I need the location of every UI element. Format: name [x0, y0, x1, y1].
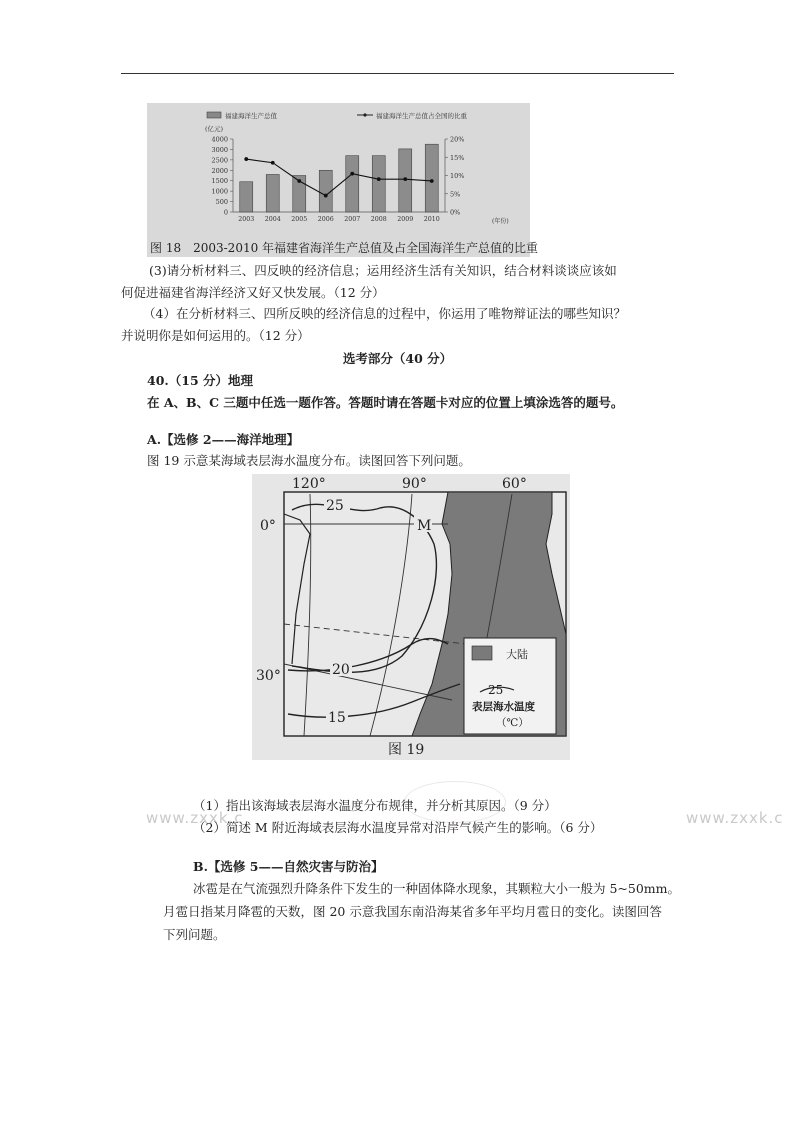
section-title: 选考部分（40 分）	[342, 351, 453, 366]
bar	[240, 182, 253, 212]
left-tick-label: 1500	[211, 177, 228, 186]
lat-label-30: 30°	[256, 668, 281, 684]
point-m-label: M	[417, 518, 432, 534]
legend-bar-label: 福建海洋生产总值	[225, 112, 277, 120]
share-point	[324, 194, 328, 198]
fig18-caption: 图 18 2003-2010 年福建省海洋生产总值及占全国海洋生产总值的比重	[150, 241, 539, 255]
partB-line3: 下列问题。	[163, 927, 226, 942]
isotherm-20-label: 20	[332, 662, 350, 678]
lon-label-120: 120°	[292, 476, 326, 492]
lon-label-90: 90°	[402, 476, 427, 492]
partB-title: B.【选修 5——自然灾害与防治】	[193, 859, 384, 874]
fig19-caption: 图 19	[388, 742, 425, 758]
bar	[346, 156, 359, 212]
year-label: 2007	[344, 216, 361, 223]
share-point	[403, 177, 407, 181]
bar	[266, 174, 279, 212]
share-point	[430, 179, 434, 183]
partA-intro: 图 19 示意某海域表层海水温度分布。读图回答下列问题。	[147, 453, 471, 468]
legend-line-marker	[363, 113, 366, 116]
q3-line1: (3)请分析材料三、四反映的经济信息；运用经济生活有关知识，结合材料谈谈应该如	[149, 263, 617, 278]
year-unit: (年份)	[492, 218, 509, 225]
left-tick-label: 2000	[211, 166, 228, 175]
share-point	[271, 161, 275, 165]
left-tick-label: 0	[223, 208, 228, 217]
partB-line2: 月雹日指某月降雹的天数，图 20 示意我国东南沿海某省多年平均月雹日的变化。读图回答	[163, 904, 662, 919]
legend-bar-swatch	[207, 112, 221, 118]
right-tick-label: 10%	[450, 172, 465, 180]
year-label: 2010	[423, 216, 440, 223]
partB-line1: 冰雹是在气流强烈升降条件下发生的一种固体降水现象，其颗粒大小一般为 5~50mm。	[193, 881, 681, 896]
legend-line-label: 福建海洋生产总值占全国的比重	[376, 112, 467, 120]
share-point	[350, 172, 354, 176]
figure-19	[252, 474, 570, 760]
right-tick-label: 5%	[450, 190, 461, 199]
lat-label-0: 0°	[260, 518, 276, 534]
year-label: 2009	[397, 216, 414, 223]
share-point	[297, 179, 301, 183]
figure-18	[147, 103, 539, 257]
left-tick-label: 4000	[211, 135, 228, 144]
year-label: 2004	[264, 216, 281, 223]
qA2: （2）简述 M 附近海域表层海水温度异常对沿岸气候产生的影响。（6 分）	[193, 820, 603, 835]
qA1: （1）指出该海域表层海水温度分布规律，并分析其原因。（9 分）	[193, 798, 557, 813]
left-tick-label: 3000	[211, 145, 228, 154]
watermark-right: www.zxxk.c	[686, 809, 784, 827]
legend-land-swatch	[472, 646, 492, 660]
isotherm-15-label: 15	[328, 710, 346, 726]
right-tick-label: 20%	[450, 135, 465, 144]
bar	[372, 156, 385, 212]
q4-line2: 并说明你是如何运用的。（12 分）	[121, 328, 310, 343]
left-axis-unit: (亿元)	[205, 125, 224, 133]
left-tick-label: 500	[215, 198, 228, 207]
q3-line2: 何促进福建省海洋经济又好又快发展。（12 分）	[121, 285, 385, 300]
q40-title: 40.（15 分）地理	[147, 373, 253, 388]
legend-iso-unit: （℃）	[496, 717, 529, 729]
left-tick-label: 1000	[211, 187, 228, 196]
year-label: 2005	[291, 216, 308, 223]
year-label: 2003	[238, 216, 255, 223]
share-point	[244, 157, 248, 161]
watermark-left: www.zxxk.c	[146, 809, 244, 827]
fig19-map	[252, 474, 570, 760]
right-tick-label: 15%	[450, 153, 465, 162]
isotherm-25-label: 25	[326, 498, 344, 514]
year-label: 2006	[317, 216, 334, 223]
fig18-chart	[147, 103, 530, 257]
share-point	[377, 177, 381, 181]
legend-land-label: 大陆	[506, 648, 528, 661]
legend-iso-label: 25	[488, 683, 504, 697]
year-label: 2008	[370, 216, 387, 223]
q40-instructions: 在 A、B、C 三题中任选一题作答。答题时请在答题卡对应的位置上填涂选答的题号。	[147, 395, 624, 410]
lon-label-60: 60°	[502, 476, 527, 492]
q4-line1: （4）在分析材料三、四所反映的经济信息的过程中，你运用了唯物辩证法的哪些知识？	[143, 306, 626, 321]
header-rule	[121, 73, 674, 74]
right-tick-label: 0%	[450, 208, 461, 217]
partA-title: A.【选修 2——海洋地理】	[147, 432, 300, 447]
bar	[425, 144, 438, 212]
legend-iso-desc: 表层海水温度	[472, 701, 535, 713]
left-tick-label: 2500	[211, 156, 228, 165]
